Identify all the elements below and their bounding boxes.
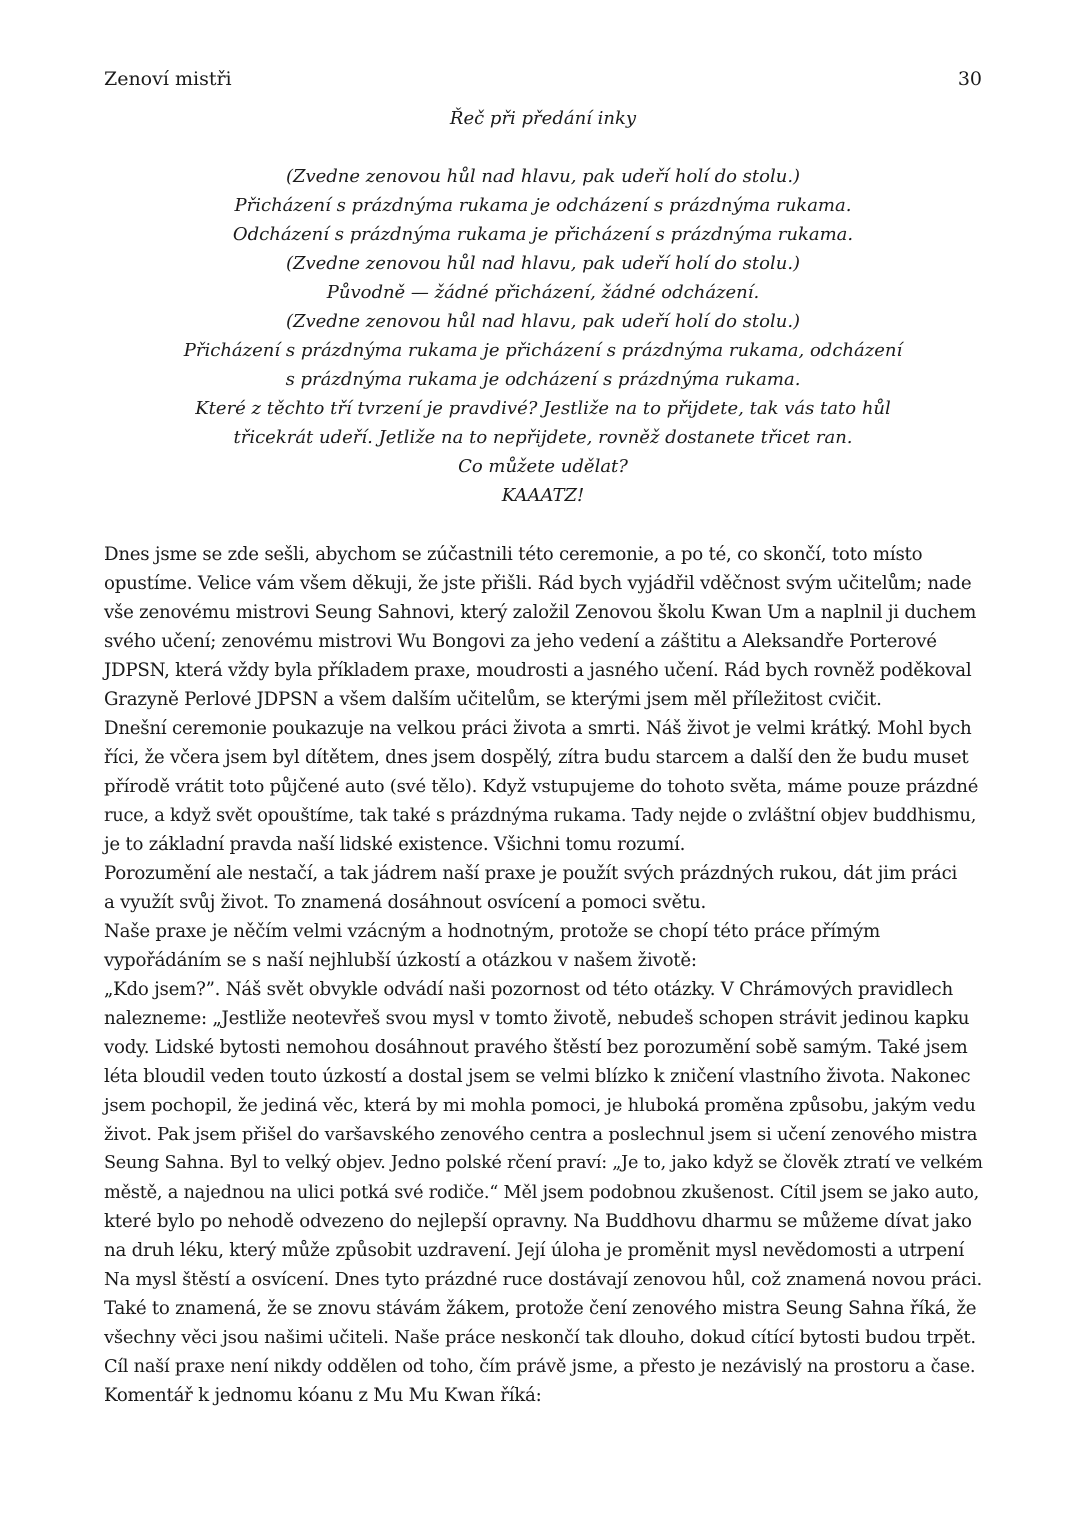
running-title: Zenoví mistři [104, 68, 232, 90]
body-line: a využít svůj život. To znamená dosáhnout osvícení a pomoci světu. [104, 892, 707, 913]
body-line: Naše praxe je něčím velmi vzácným a hodnotným, protože se chopí této práce přímým [104, 921, 880, 942]
body-line: Grazyně Perlové JDPSN a všem dalším učitelům, se kterými jsem měl příležitost cvičit. [104, 689, 882, 710]
page-number: 30 [957, 68, 982, 90]
body-line: je to základní pravda naší lidské existence. Všichni tomu rozumí. [104, 834, 686, 855]
body-line: vypořádáním se s naší nejhlubší úzkostí a otázkou v našem životě: [104, 950, 697, 971]
body-line: Dnes jsme se zde sešli, abychom se zúčastnili této ceremonie, a po té, co skončí, toto místo [104, 544, 923, 565]
body-line: všechny věci jsou našimi učiteli. Naše práce neskončí tak dlouho, dokud cítící bytosti budou trpět. [104, 1327, 976, 1348]
body-line: JDPSN, která vždy byla příkladem praxe, moudrosti a jasného učení. Rád bych rovněž poděkoval [104, 660, 972, 681]
body-line: říci, že včera jsem byl dítětem, dnes jsem dospělý, zítra budu starcem a další den že budu muset [104, 747, 969, 768]
body-line: Porozumění ale nestačí, a tak jádrem naší praxe je použít svých prázdných rukou, dát jim práci [104, 863, 958, 884]
poem-block [104, 104, 982, 510]
body-line: Cíl naší praxe není nikdy oddělen od toho, čím právě jsme, a přesto je nezávislý na prostoru a čase. [104, 1356, 976, 1377]
body-line: léta bloudil veden touto úzkostí a dostal jsem se velmi blízko k zničení vlastního života. Nakonec [104, 1066, 971, 1087]
body-line: ruce, a když svět opouštíme, tak také s prázdnýma rukama. Tady nejde o zvláštní objev buddhismu, [104, 805, 977, 826]
poem-line: (Zvedne zenovou hůl nad hlavu, pak udeří holí do stolu.) [285, 166, 801, 187]
poem-line: s prázdnýma rukama je odcházení s prázdnýma rukama. [285, 369, 801, 390]
body-line: městě, a najednou na ulici potká své rodiče.“ Měl jsem podobnou zkušenost. Cítil jsem se jako auto, [104, 1182, 980, 1203]
poem-line: (Zvedne zenovou hůl nad hlavu, pak udeří holí do stolu.) [285, 311, 801, 332]
body-line: Seung Sahna. Byl to velký objev. Jedno polské rčení praví: „Je to, jako když se člověk ztratí ve velkém [104, 1153, 983, 1173]
poem-line: Původně — žádné přicházení, žádné odcházení. [326, 282, 760, 303]
body-line: Na mysl štěstí a osvícení. Dnes tyto prázdné ruce dostávají zenovou hůl, což znamená novou práci. [104, 1269, 982, 1290]
poem-line: Co můžete udělat? [458, 456, 628, 477]
body-line: Dnešní ceremonie poukazuje na velkou práci života a smrti. Náš život je velmi krátký. Mohl bych [104, 718, 972, 739]
body-line: na druh léku, který může způsobit uzdravení. Její úloha je proměnit mysl nevědomosti a utrpení [104, 1240, 965, 1261]
poem-line: Přicházení s prázdnýma rukama je přicházení s prázdnýma rukama, odcházení [183, 340, 903, 361]
body-line: svého učení; zenovému mistrovi Wu Bongovi za jeho vedení a záštitu a Aleksandře Porterové [104, 631, 937, 652]
body-text [104, 540, 984, 1410]
body-line: život. Pak jsem přišel do varšavského zenového centra a poslechnul jsem si učení zenového mistra [104, 1124, 978, 1145]
body-line: vody. Lidské bytosti nemohou dosáhnout pravého štěstí bez porozumění sobě samým. Také jsem [104, 1037, 968, 1058]
body-line: jsem pochopil, že jediná věc, která by mi mohla pomoci, je hluboká proměna způsobu, jakým vedu [104, 1095, 976, 1116]
poem-heading: Řeč při předání inky [449, 108, 637, 129]
body-line: Také to znamená, že se znovu stávám žákem, protože čení zenového mistra Seung Sahna říká, že [104, 1298, 977, 1319]
body-line: nalezneme: „Jestliže neotevřeš svou mysl v tomto životě, nebudeš schopen strávit jedinou kapku [104, 1008, 970, 1029]
body-line: které bylo po nehodě odvezeno do nejlepší opravny. Na Buddhovu dharmu se můžeme dívat jako [104, 1211, 972, 1232]
poem-line: KAAATZ! [501, 485, 585, 506]
poem-line: (Zvedne zenovou hůl nad hlavu, pak udeří holí do stolu.) [285, 253, 801, 274]
poem-line: Které z těchto tří tvrzení je pravdivé? Jestliže na to přijdete, tak vás tato hůl [195, 398, 891, 419]
body-line: „Kdo jsem?”. Náš svět obvykle odvádí naši pozornost od této otázky. V Chrámových pravidlech [104, 979, 953, 1000]
poem-line: Odcházení s prázdnýma rukama je přicházení s prázdnýma rukama. [232, 224, 854, 245]
body-line: opustíme. Velice vám všem děkuji, že jste přišli. Rád bych vyjádřil vděčnost svým učitelům; nade [104, 573, 972, 594]
body-line: Komentář k jednomu kóanu z Mu Mu Kwan říká: [104, 1385, 542, 1406]
poem-line: Přicházení s prázdnýma rukama je odcházení s prázdnýma rukama. [234, 195, 852, 216]
page-header [104, 68, 982, 96]
body-line: přírodě vrátit toto půjčené auto (své tělo). Když vstupujeme do tohoto světa, máme pouze prázdné [104, 776, 979, 797]
poem-line: třicekrát udeří. Jetliže na to nepřijdete, rovněž dostanete třicet ran. [233, 427, 853, 448]
body-line: vše zenovému mistrovi Seung Sahnovi, který založil Zenovou školu Kwan Um a naplnil ji duchem [104, 602, 977, 623]
